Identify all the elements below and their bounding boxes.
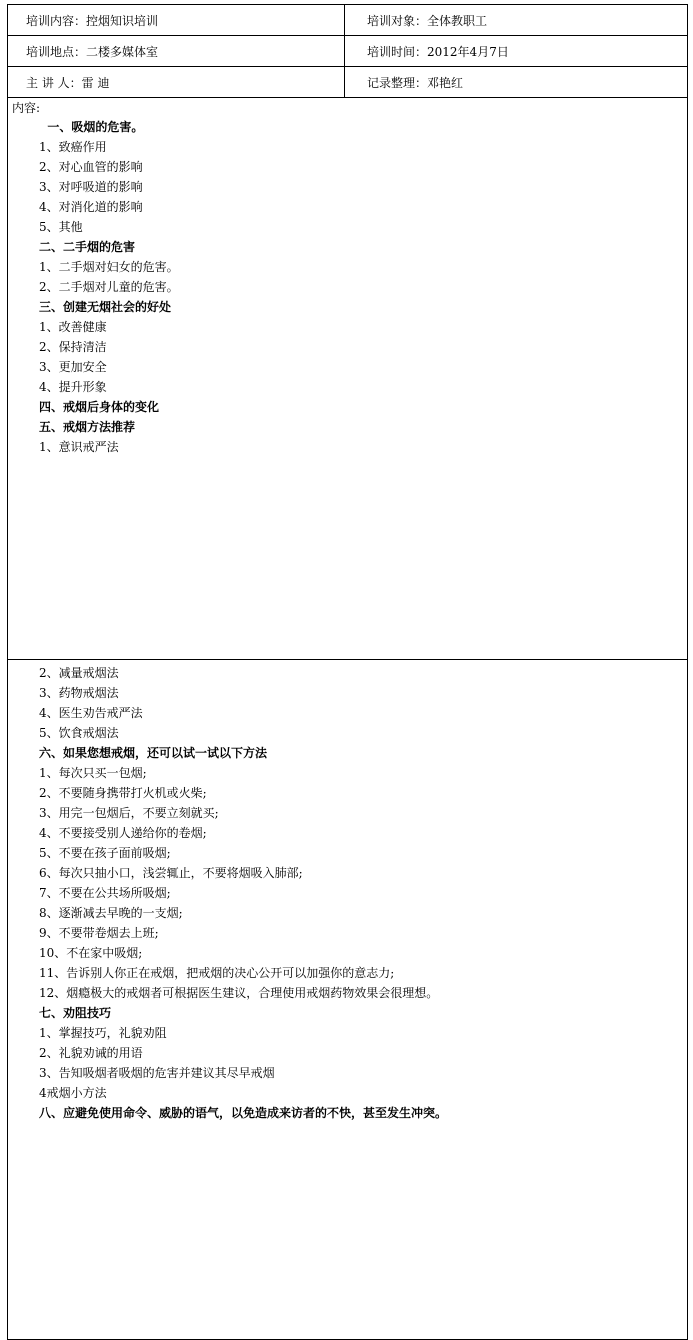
speaker-value: 雷 迪 [81,75,110,90]
list-item: 3、告知吸烟者吸烟的危害并建议其尽早戒烟 [39,1066,275,1080]
list-item: 5、不要在孩子面前吸烟; [39,846,171,860]
training-time-value: 2012年4月7日 [427,44,509,59]
header-table [7,4,688,98]
section-heading: 八、应避免使用命令、威胁的语气，以免造成来访者的不快，甚至发生冲突。 [39,1106,448,1120]
recorder-label: 记录整理： [367,75,428,90]
section-heading: 五、戒烟方法推荐 [39,420,136,434]
section-heading: 四、戒烟后身体的变化 [39,400,160,414]
list-item: 1、掌握技巧，礼貌劝阻 [39,1026,167,1040]
training-time-cell [345,36,687,66]
training-content-label: 培训内容： [26,13,87,28]
list-item: 2、礼貌劝诫的用语 [39,1046,143,1060]
header-row-3 [8,67,687,98]
list-item: 2、对心血管的影响 [39,160,143,174]
list-item: 2、二手烟对儿童的危害。 [39,280,179,294]
content-box-1 [7,98,688,660]
training-time-label: 培训时间： [367,44,428,59]
list-item: 10、不在家中吸烟; [39,946,143,960]
list-item: 3、药物戒烟法 [39,686,119,700]
training-location-cell [8,36,345,66]
training-record-form [7,4,688,1340]
list-item: 9、不要带卷烟去上班; [39,926,159,940]
list-item: 1、意识戒严法 [39,440,119,454]
training-content-value: 控烟知识培训 [86,13,159,28]
content-list-2 [8,663,687,1123]
section-heading: 三、创建无烟社会的好处 [39,300,172,314]
recorder-value: 邓艳红 [427,75,464,90]
list-item: 8、逐渐减去早晚的一支烟; [39,906,183,920]
list-item: 5、其他 [39,220,83,234]
list-item: 1、致癌作用 [39,140,107,154]
training-location-label: 培训地点： [26,44,87,59]
header-row-2 [8,36,687,67]
content-label: 内容: [12,101,41,115]
speaker-cell [8,67,345,97]
list-item: 2、不要随身携带打火机或火柴; [39,786,207,800]
list-item: 5、饮食戒烟法 [39,726,119,740]
list-item: 3、对呼吸道的影响 [39,180,143,194]
list-item: 12、烟瘾极大的戒烟者可根据医生建议，合理使用戒烟药物效果会很理想。 [39,986,439,1000]
list-item: 2、保持清洁 [39,340,107,354]
list-item: 7、不要在公共场所吸烟; [39,886,171,900]
header-row-1 [8,5,687,36]
training-audience-value: 全体教职工 [427,13,488,28]
list-item: 6、每次只抽小口，浅尝辄止，不要将烟吸入肺部; [39,866,303,880]
list-item: 4、对消化道的影响 [39,200,143,214]
section-heading: 一、吸烟的危害。 [39,120,144,134]
content-list-1 [8,117,687,457]
list-item: 3、更加安全 [39,360,107,374]
list-item: 3、用完一包烟后，不要立刻就买; [39,806,219,820]
list-item: 4、不要接受别人递给你的卷烟; [39,826,207,840]
training-location-value: 二楼多媒体室 [86,44,159,59]
section-heading: 七、劝阻技巧 [39,1006,112,1020]
list-item: 11、告诉别人你正在戒烟，把戒烟的决心公开可以加强你的意志力; [39,966,395,980]
speaker-label: 主 讲 人： [26,75,82,90]
list-item: 1、二手烟对妇女的危害。 [39,260,179,274]
list-item: 4戒烟小方法 [39,1086,107,1100]
training-content-cell [8,5,345,35]
list-item: 2、减量戒烟法 [39,666,119,680]
list-item: 1、改善健康 [39,320,107,334]
list-item: 4、提升形象 [39,380,107,394]
recorder-cell [345,67,687,97]
list-item: 1、每次只买一包烟; [39,766,147,780]
section-heading: 六、如果您想戒烟，还可以试一试以下方法 [39,746,268,760]
list-item: 4、医生劝告戒严法 [39,706,143,720]
training-audience-cell [345,5,687,35]
content-box-2 [7,660,688,1340]
training-audience-label: 培训对象： [367,13,428,28]
section-heading: 二、二手烟的危害 [39,240,136,254]
